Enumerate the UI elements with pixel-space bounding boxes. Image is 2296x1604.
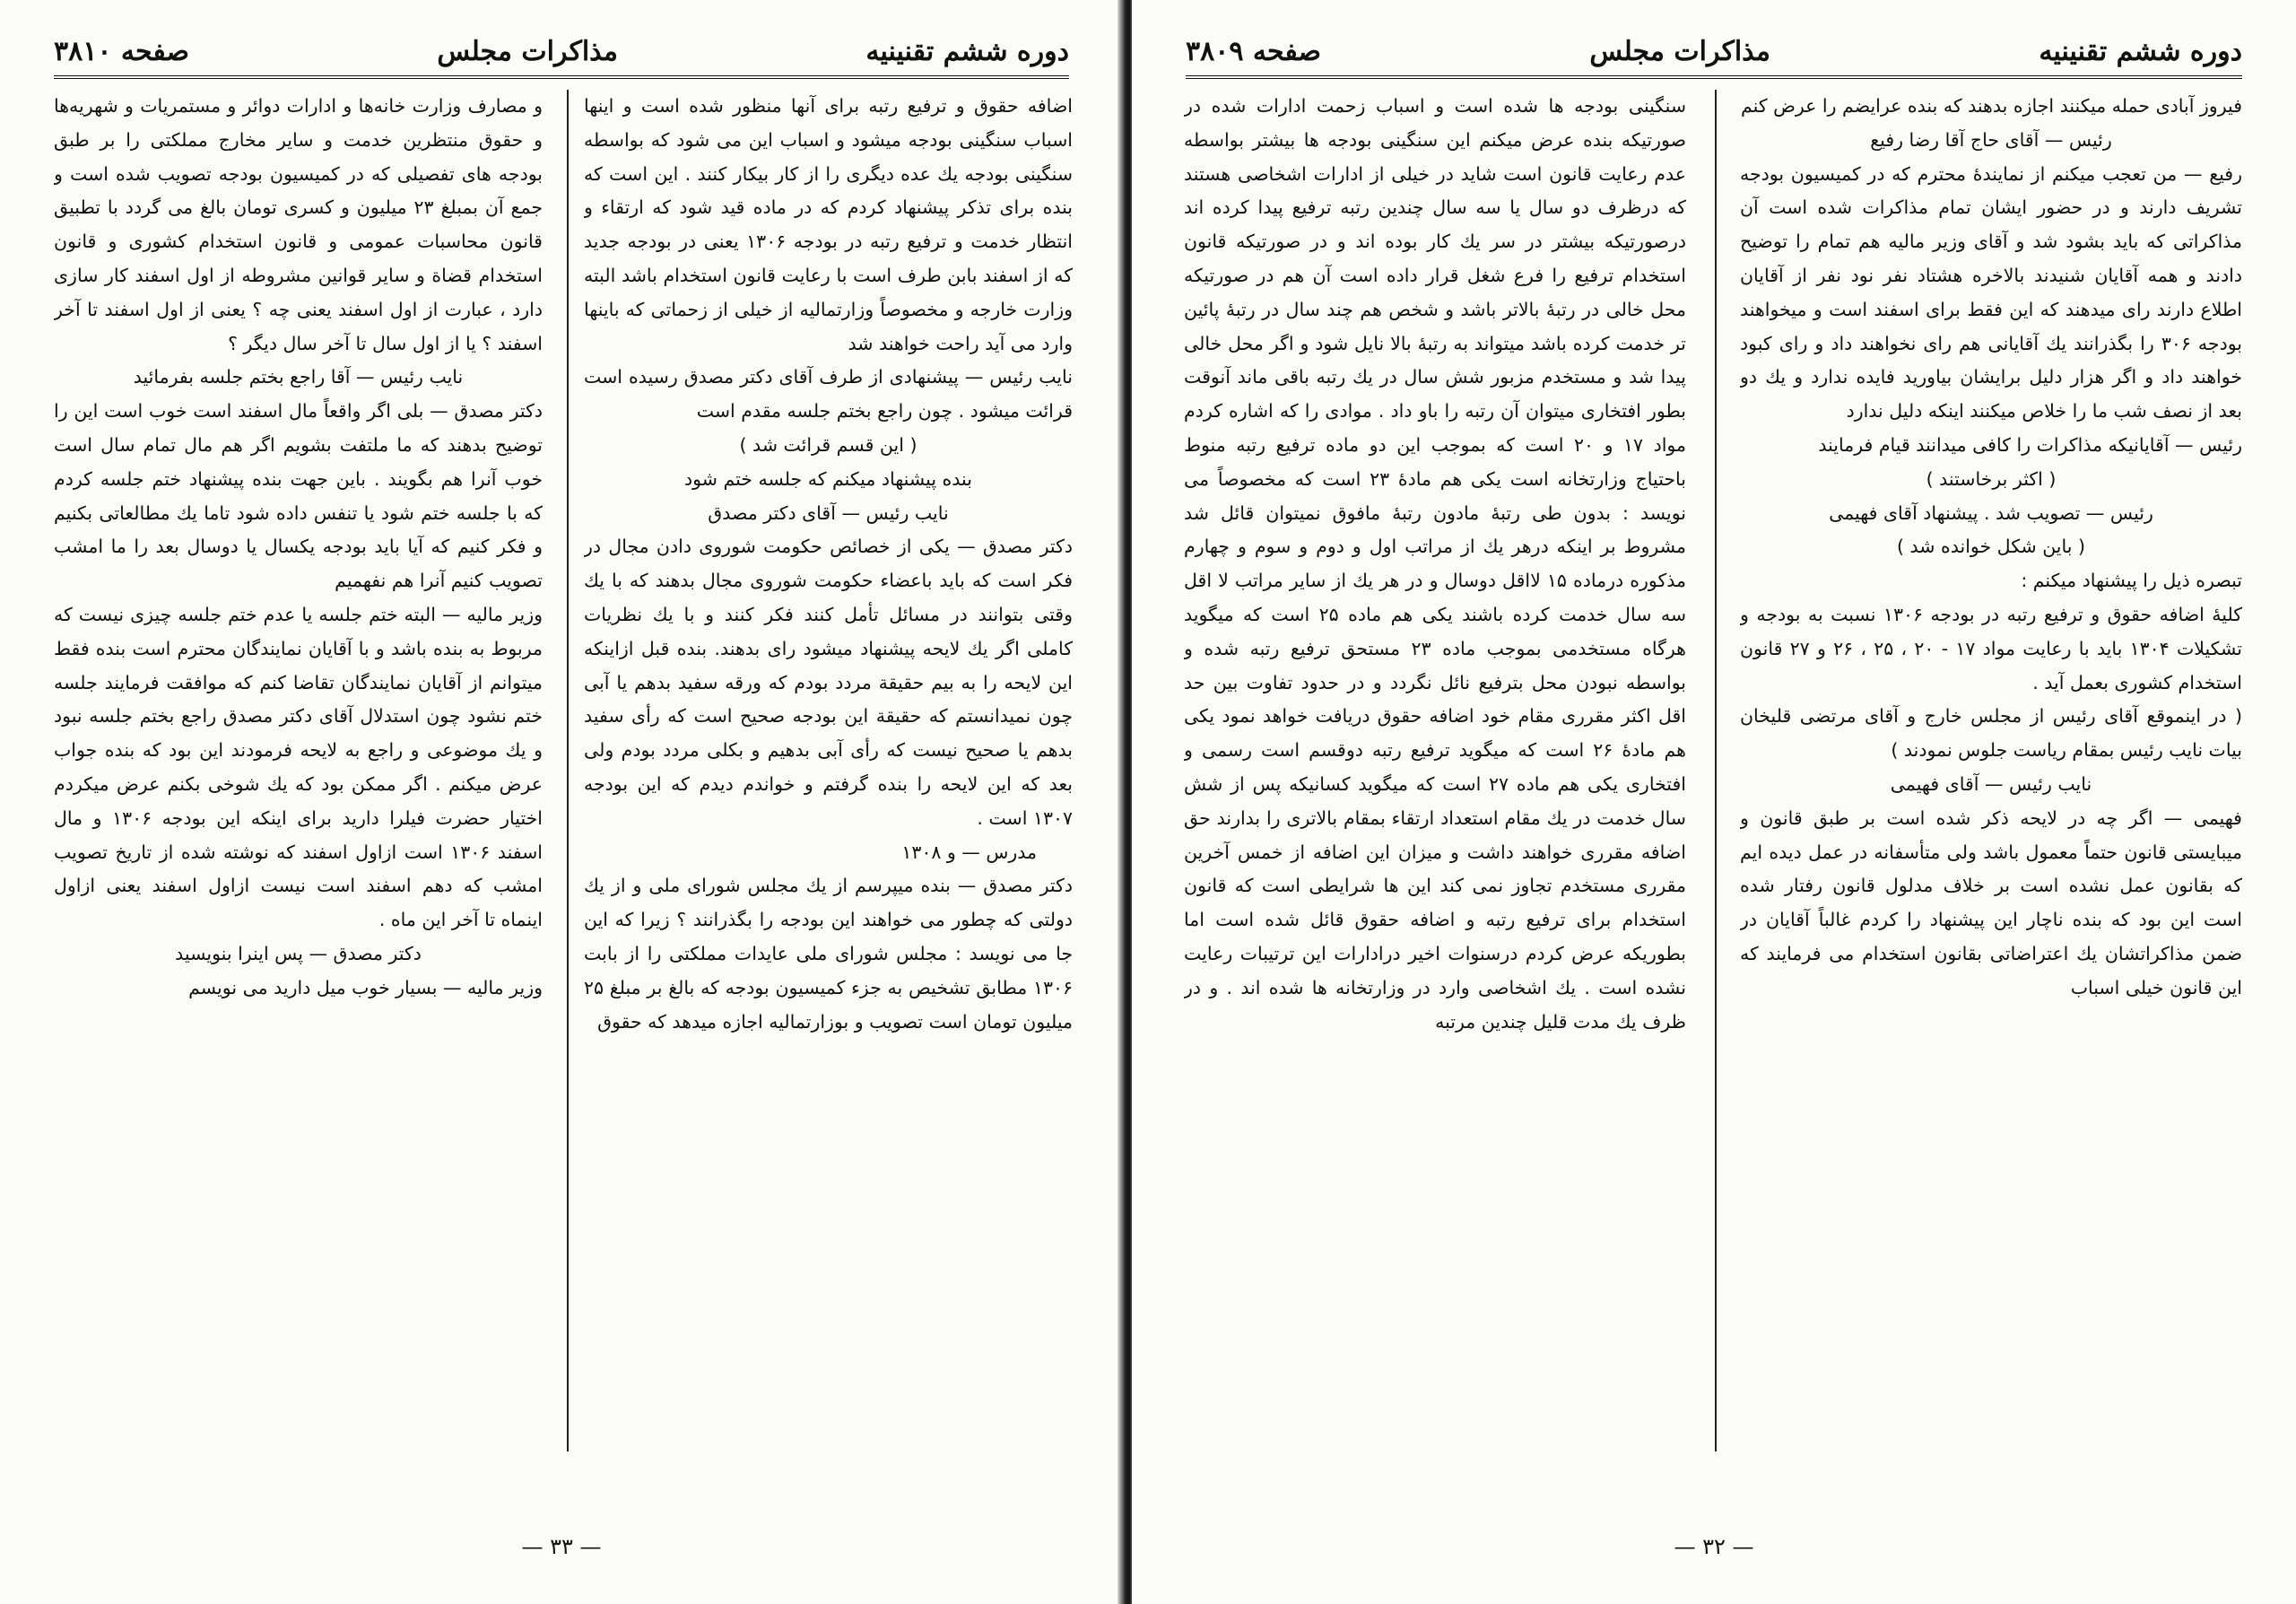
paragraph: اضافه حقوق و ترفیع رتبه برای آنها منظور شده است و اینها اسباب سنگینی بودجه میشود و اسباب این می شود که بواسطه سنگینی بودجه یك عده دیگری را از کار بیکار کنند . این است که بنده برای تذکر پیشنهاد کردم که در ماده قید شود که ارتقاء و انتظار خدمت و ترفیع رتبه در بودجه ۱۳۰۶ یعنی در بودجه جدید که از اسفند بابن طرف است با رعایت قانون استخدام باشد البته وزارت خارجه و مخصوصاً وزارتمالیه از خیلی از زحماتی که باینها وارد می آید راحت خواهند شد xyxy=(584,95,1073,354)
paragraph: نایب رئیس — آقای فهیمی xyxy=(1890,772,2092,795)
paragraph: رئیس — تصویب شد . پیشنهاد آقای فهیمی xyxy=(1829,501,2153,524)
header-rule xyxy=(1186,75,2242,79)
right-page-header xyxy=(1186,31,2242,72)
paragraph: وزیر مالیه — بسیار خوب میل دارید می نویسم xyxy=(188,976,543,998)
session-label: دوره ششم تقنینیه xyxy=(2039,35,2242,67)
left-page-header xyxy=(54,31,1069,72)
column-divider xyxy=(567,90,569,1451)
paragraph: ( در اینموقع آقای رئیس از مجلس خارج و آقای مرتضی قلیخان بیات نایب رئیس بمقام ریاست جلوس نمودند ) xyxy=(1740,705,2242,762)
paragraph: رئیس — آقایانیکه مذاکرات را کافی میدانند قیام فرمایند xyxy=(1818,433,2242,456)
paragraph: دکتر مصدق — بنده میپرسم از یك مجلس شورای ملی و از یك دولتی که چطور می خواهند این بودجه را بگذرانند ؟ زیرا که این جا می نویسد : مجلس شورای ملی عایدات مملکتی را از بابت ۱۳۰۶ مطابق تشخیص به جزء کمیسیون بودجه که بالغ بر مبلغ ۲۵ میلیون تومان است تصویب و بوزارتمالیه اجازه میدهد که حقوق xyxy=(584,875,1073,1033)
paragraph: دکتر مصدق — یکی از خصائص حکومت شوروی دادن مجال در فکر است که باید باعضاء حکومت شوروی مجال بدهند که با یك وقتی بتوانند در مسائل تأمل کنند فکر کنند و با یك نظریات کاملی اگر یك لایحه پیشنهاد میشود رای بدهند. بنده قبل ازاینکه این لایحه را به بیم حقیقة مردد بودم که ورقه سفید بدهم یا آبی چون نمیدانستم که حقیقة این بودجه صحیح است که رأی سفید بدهم یا صحیح نیست که رأی آبی بدهیم و بکلی مردد بودم ولی بعد که این لایحه را بنده گرفتم و خواندم دیدم که این بودجه ۱۳۰۷ است . xyxy=(584,536,1073,829)
paragraph: رفیع — من تعجب میکنم از نمایندهٔ محترم که در کمیسیون بودجه تشریف دارند و در حضور ایشان تمام مذاکرات شده است آن مذاکراتی که باید بشود شد و آقای وزیر مالیه هم تمام را توضیح دادند و همه آقایان شنیدند بالاخره هشتاد نفر نود نفر از آقایان اطلاع دارند رای میدهند که این فقط برای اسفند است و میخواهند بودجه ۳۰۶ را بگذرانند یك آقایانی هم رای نخواهند داد و رای کبود خواهند داد و اگر هزار دلیل برایشان بیاورید فایده ندارد و یك دو بعد از نصف شب ما را خلاص میکنند اینکه دلیل ندارد xyxy=(1740,162,2242,423)
paragraph: فهیمی — اگر چه در لایحه ذکر شده است بر طبق قانون و میبایستی قانون حتماً معمول باشد ولی متأسفانه در عمل دیده ایم که بقانون عمل نشده است بر خلاف مدلول قانون رفتار شده است این بود که بنده ناچار این پیشنهاد را کردم غالباً آقایان در ضمن مذاکراتشان یك اعتراضاتی بقانون استخدام می فرمایند که این قانون خیلی اسباب xyxy=(1740,806,2242,998)
paragraph: دکتر مصدق — بلی اگر واقعاً مال اسفند است خوب است این را توضیح بدهند که ما ملتفت بشویم اگر هم مال تمام سال است خوب آنرا هم بگویند . باین جهت بنده پیشنهاد ختم جلسه کردم که با جلسه ختم شود یا تنفس داده شود تاما یك مطالعاتی بکنیم و فکر کنیم که آیا باید بودجه یکسال یا دوسال بعد را ما امشب تصویب کنیم آنرا هم نفهمیم xyxy=(54,400,543,592)
paragraph: نایب رئیس — پیشنهادی از طرف آقای دکتر مصدق رسیده است قرائت میشود . چون راجع بختم جلسه مقدم است xyxy=(584,366,1073,423)
paragraph: کلیهٔ اضافه حقوق و ترفیع رتبه در بودجه ۱۳۰۶ نسبت به بودجه و تشکیلات ۱۳۰۴ باید با رعایت مواد ۱۷ - ۲۰ ، ۲۵ ، ۲۶ و ۲۷ قانون استخدام کشوری بعمل آید . xyxy=(1740,603,2242,693)
paragraph: دکتر مصدق — پس اینرا بنویسید xyxy=(175,942,422,964)
paragraph: نایب رئیس — آقا راجع بختم جلسه بفرمائید xyxy=(133,366,464,388)
paragraph: فیروز آبادی حمله میکنند اجازه بدهند که بنده عرایضم را عرض کنم xyxy=(1740,95,2242,117)
paragraph: تبصره ذیل را پیشنهاد میکنم : xyxy=(2021,570,2242,592)
paragraph: و مصارف وزارت خانه‌ها و ادارات دوائر و مستمریات و شهریه‌ها و حقوق منتظرین خدمت و سایر مخارج مملکتی را بر طبق بودجه های تفصیلی که در کمیسیون بودجه تصویب شده است و جمع آن بمبلغ ۲۳ میلیون و کسری تومان بالغ می گردد با تطبیق قانون محاسبات عمومی و قانون استخدام کشوری و قانون استخدام قضاة و سایر قوانین مشروطه از اول اسفند کار سازی دارد ، عبارت از اول اسفند یعنی چه ؟ یعنی از اول اسفند تا آخر اسفند ؟ یا از اول سال تا آخر سال دیگر ؟ xyxy=(54,95,543,354)
paragraph: ( باین شکل خوانده شد ) xyxy=(1897,536,2085,558)
text-column-left xyxy=(1184,90,1686,1443)
text-column-right xyxy=(1740,90,2242,1443)
session-label: دوره ششم تقنینیه xyxy=(865,35,1069,67)
journal-title: مذاکرات مجلس xyxy=(437,35,618,67)
paragraph: مدرس — و ۱۳۰۸ xyxy=(901,841,1037,863)
page-footer-number: — ۳۳ — xyxy=(521,1534,602,1559)
left-page xyxy=(0,0,1123,1604)
journal-title: مذاکرات مجلس xyxy=(1589,35,1770,67)
paragraph: ( اکثر برخاستند ) xyxy=(1926,467,2057,490)
paragraph: بنده پیشنهاد میکنم که جلسه ختم شود xyxy=(684,467,972,490)
paragraph: سنگینی بودجه ها شده است و اسباب زحمت ادارات شده در صورتیکه بنده عرض میکنم این سنگینی بودجه ها بیشتر بواسطه عدم رعایت قانون است شاید در خیلی از ادارات اشخاصی هستند که درظرف دو سال یا سه سال چندین رتبه ترفیع پیدا کرده اند درصورتیکه بیشتر در سر یك کار بوده اند و در صورتیکه قانون استخدام ترفیع را فرع شغل قرار داده است آن هم در صورتیکه محل خالی در رتبهٔ بالاتر باشد و شخص هم چند سال در رتبهٔ پائین تر خدمت کرده باشد میتواند به رتبهٔ بالا نایل شود و اگر محل خالی پیدا شد و مستخدم مزبور شش سال در یك رتبه باقی ماند آنوقت بطور افتخاری میتوان آن رتبه را باو داد . موادی را که اشاره کردم مواد ۱۷ و ۲۰ است که بموجب این دو ماده ترفیع رتبه منوط باحتیاج وزارتخانه است یکی هم مادهٔ ۲۳ است که مخصوصاً می نویسد : بدون طی رتبهٔ مادون رتبهٔ مافوق نمیتوان قائل شد مشروط بر اینکه درهر یك از مراتب اول و دوم و سوم و چهارم مذکوره درماده ۱۵ لااقل دوسال و در هر یك از سایر مراتب لا اقل سه سال خدمت کرده باشند یکی هم ماده ۲۵ است که میگوید هرگاه مستخدمی بموجب ماده ۲۳ مستحق ترفیع رتبه شده و بواسطه نبودن محل بترفیع نائل نگردد و در حدود تفاوت بین حد اقل اکثر مقرری مقام خود اضافه حقوق دریافت خواهد نمود یکی هم مادهٔ ۲۶ است که میگوید ترفیع رتبه دوقسم است رسمی و افتخاری یکی هم ماده ۲۷ است که میگوید کسانیکه پس از شش سال خدمت در یك مقام استعداد ارتقاء بمقام بالاتری را بدارند حق اضافه مقرری خواهند داشت و میزان این اضافه از خمس آخرین مقرری مستخدم تجاوز نمی کند این ها شرایطی است که قانون استخدام برای ترفیع رتبه و اضافه حقوق قائل شده است اما بطوریکه عرض کردم درسنوات اخیر درادارات این ترتیبات رعایت نشده است . یك اشخاصی وارد در وزارتخانه ها شده اند . و در ظرف یك مدت قلیل چندین مرتبه xyxy=(1184,95,1686,1033)
column-divider xyxy=(1715,90,1717,1451)
paragraph: نایب رئیس — آقای دکتر مصدق xyxy=(708,501,949,524)
page-number: صفحه ۳۸۰۹ xyxy=(1186,35,1322,67)
page-footer-number: — ۳۲ — xyxy=(1674,1534,1754,1559)
paragraph: ( این قسم قرائت شد ) xyxy=(739,433,918,456)
paragraph: وزیر مالیه — البته ختم جلسه یا عدم ختم جلسه چیزی نیست که مربوط به بنده باشد و با آقایان نمایندگان محترم است بنده فقط میتوانم از آقایان نمایندگان تقاضا کنم که موافقت فرمایند جلسه ختم نشود چون استدلال آقای دکتر مصدق راجع بختم جلسه نبود و یك موضوعی و راجع به لایحه فرمودند این بود که بنده جواب عرض میکنم . اگر ممکن بود که یك شوخی بکنم عرض میکردم اختیار حضرت فیلرا دارید برای اینکه این بودجه ۱۳۰۶ و مال اسفند ۱۳۰۶ است ازاول اسفند که نوشته شده از تاریخ تصویب امشب که دهم اسفند است نیست ازاول اسفند یعنی ازاول اینماه تا آخر این ماه . xyxy=(54,603,543,931)
paragraph: رئیس — آقای حاج آقا رضا رفیع xyxy=(1870,128,2112,151)
header-rule xyxy=(54,75,1069,79)
text-column-left xyxy=(54,90,543,1443)
right-page xyxy=(1132,0,2296,1604)
text-column-right xyxy=(584,90,1073,1443)
page-number: صفحه ۳۸۱۰ xyxy=(54,35,190,67)
